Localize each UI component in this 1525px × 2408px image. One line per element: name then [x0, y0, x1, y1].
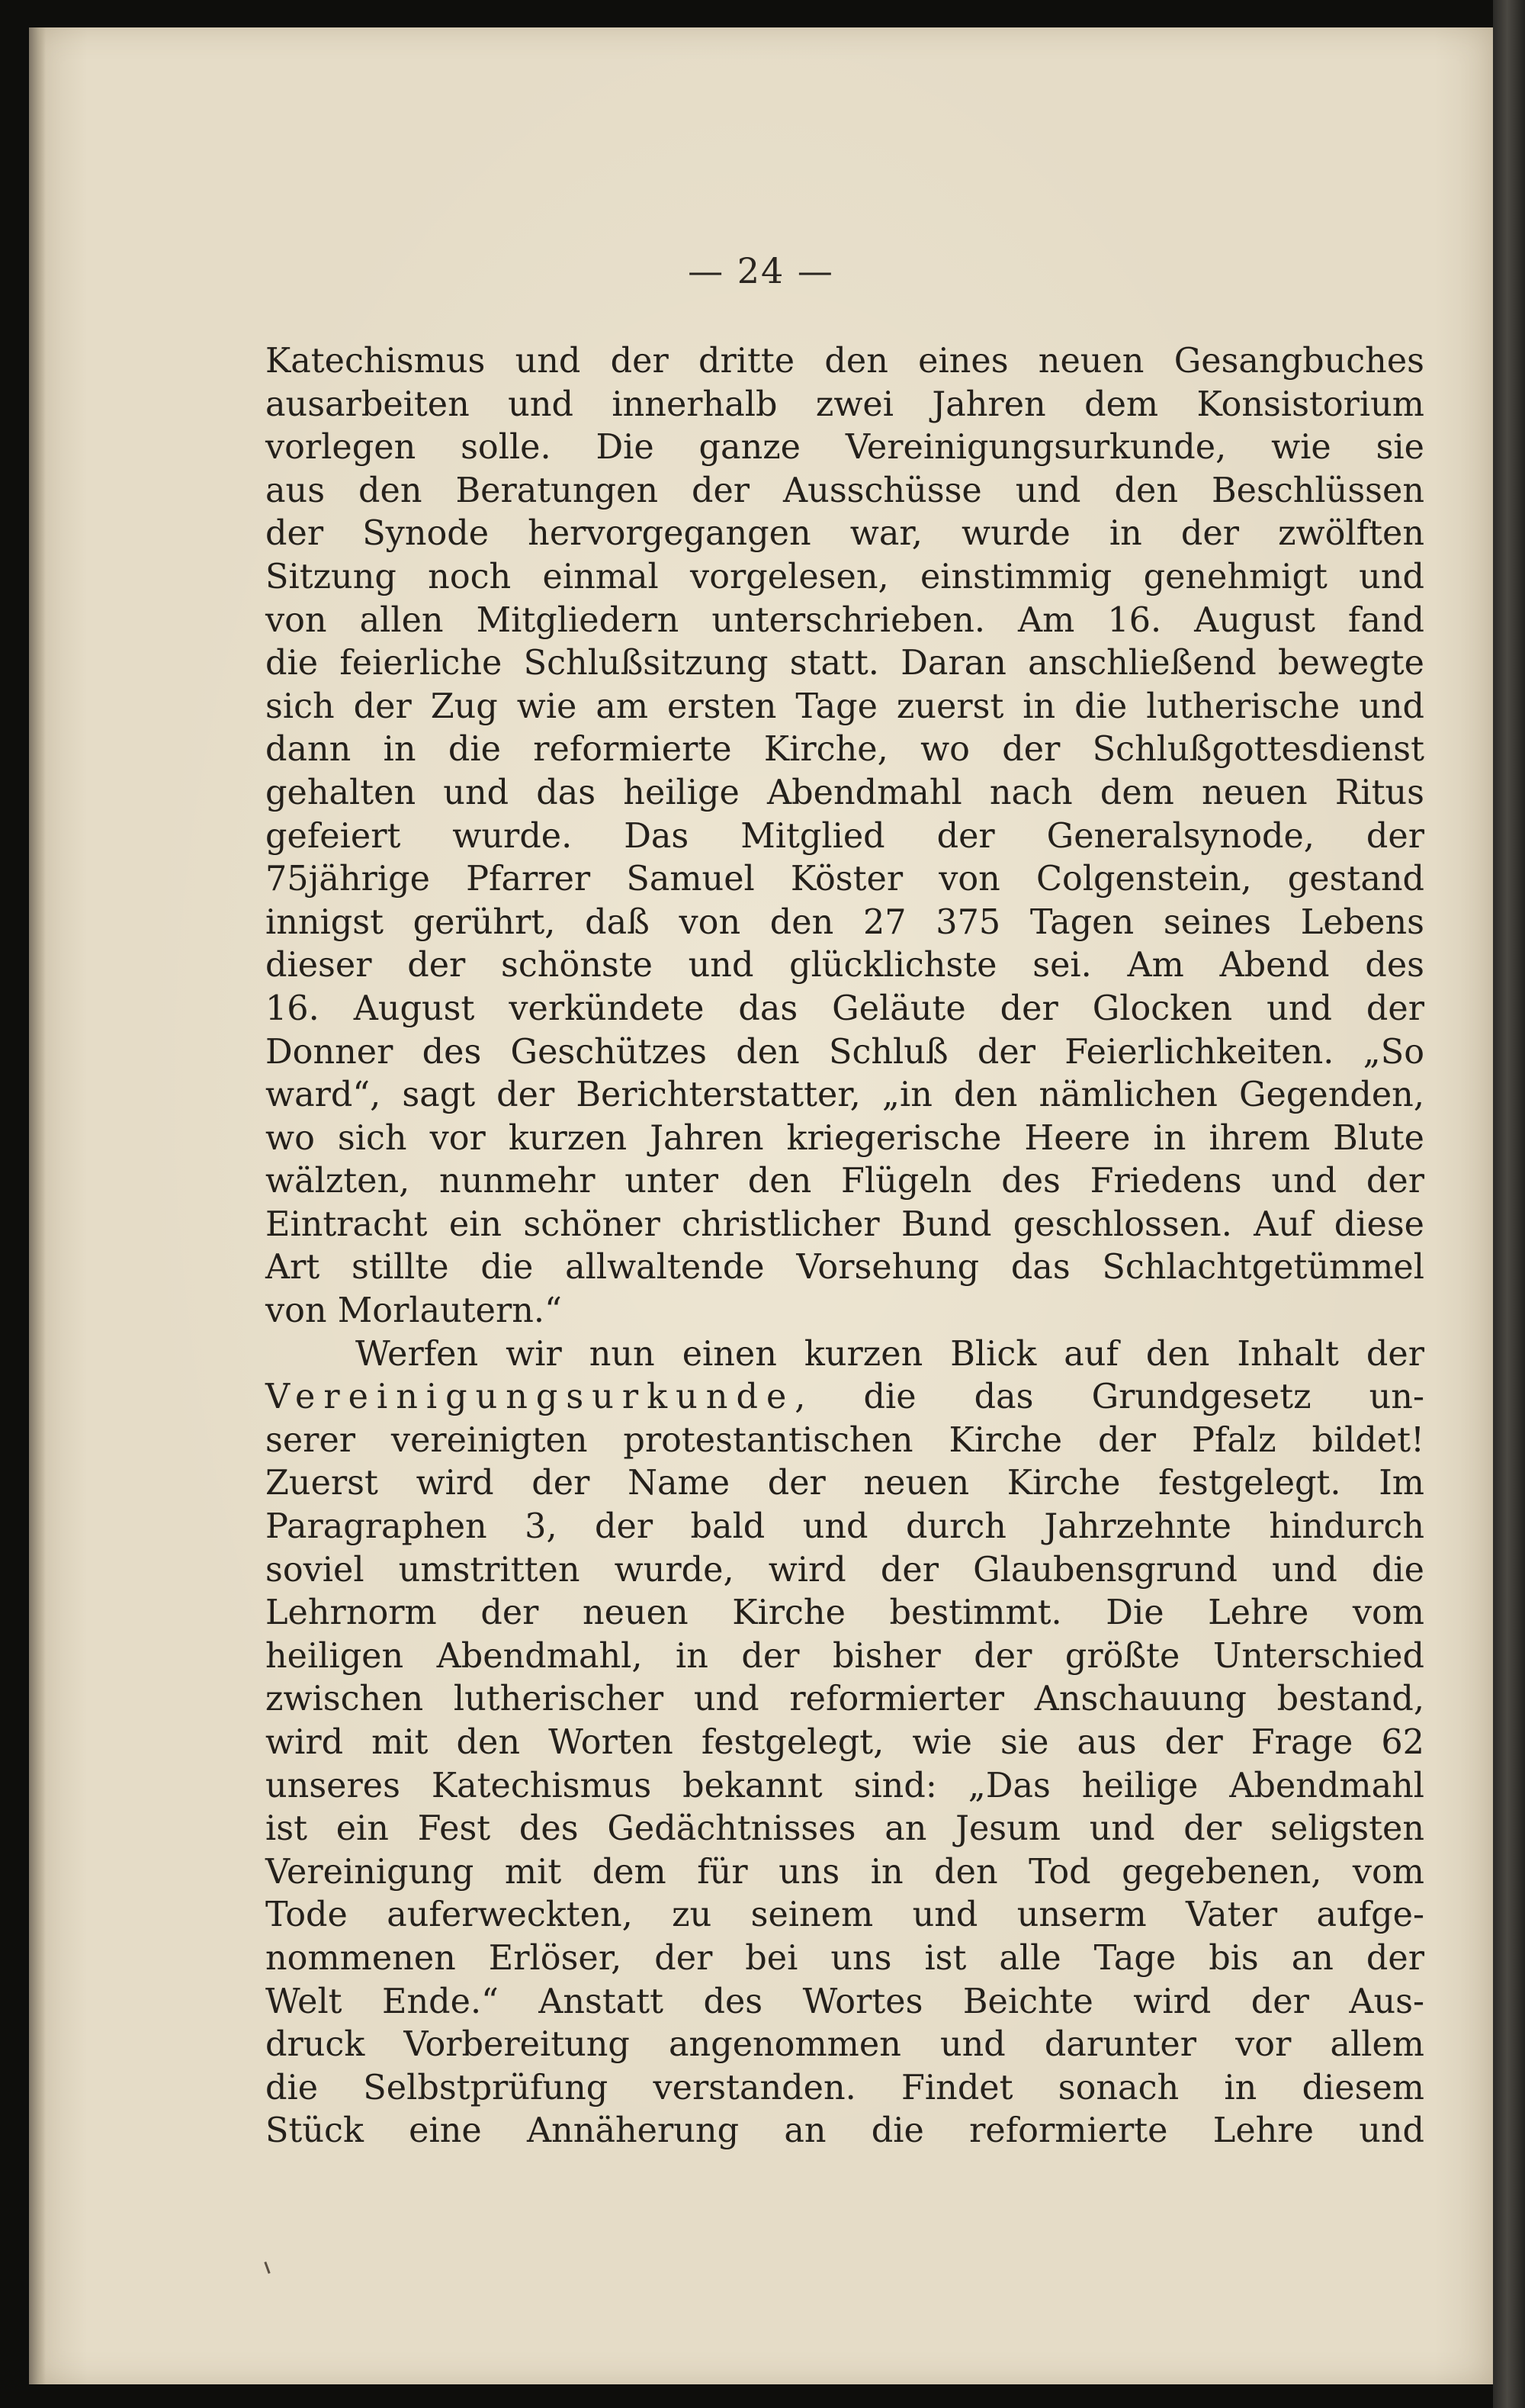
- text-line: dieser der schönste und glücklichste sei. Am Abend des: [265, 946, 1424, 985]
- text-line: von Morlautern.“: [265, 1291, 562, 1331]
- text-line: 16. August verkündete das Geläute der Glocken und der: [265, 989, 1424, 1028]
- text-line: Lehrnorm der neuen Kirche bestimmt. Die Lehre vom: [265, 1593, 1424, 1633]
- text-line: wälzten, nunmehr unter den Flügeln des Friedens und der: [265, 1162, 1424, 1201]
- text-line: Werfen wir nun einen kurzen Blick auf den Inhalt der: [355, 1334, 1424, 1374]
- text-line: Tode auferweckten, zu seinem und unserm Vater aufge-: [265, 1895, 1424, 1935]
- text-line: Eintracht ein schöner christlicher Bund geschlossen. Auf diese: [265, 1204, 1424, 1244]
- text-line: unseres Katechismus bekannt sind: „Das heilige Abendmahl: [265, 1766, 1424, 1805]
- text-line: zwischen lutherischer und reformierter Anschauung bestand,: [265, 1680, 1424, 1719]
- text-line: Art stillte die allwaltende Vorsehung das Schlachtgetümmel: [265, 1248, 1424, 1288]
- body-text: [265, 340, 1424, 2153]
- text-line: Stück eine Annäherung an die reformierte Lehre und: [265, 2111, 1424, 2151]
- text-line: Donner des Geschützes den Schluß der Feierlichkeiten. „So: [265, 1032, 1424, 1072]
- text-line: gehalten und das heilige Abendmahl nach dem neuen Ritus: [265, 773, 1424, 812]
- text-line: die feierliche Schlußsitzung statt. Daran anschließend bewegte: [265, 644, 1424, 683]
- text-line: Paragraphen 3, der bald und durch Jahrzehnte hindurch: [265, 1507, 1424, 1547]
- scan-background-edge: [1493, 0, 1525, 2408]
- text-line: Zuerst wird der Name der neuen Kirche festgelegt. Im: [265, 1464, 1424, 1503]
- text-line: ward“, sagt der Berichterstatter, „in den nämlichen Gegenden,: [265, 1075, 1424, 1115]
- text-line: wird mit den Worten festgelegt, wie sie aus der Frage 62: [265, 1723, 1424, 1762]
- text-line: Welt Ende.“ Anstatt des Wortes Beichte wird der Aus-: [265, 1982, 1424, 2021]
- text-line: der Synode hervorgegangen war, wurde in der zwölften: [265, 514, 1424, 554]
- text-line: gefeiert wurde. Das Mitglied der Generalsynode, der: [265, 816, 1424, 856]
- text-line: die Selbstprüfung verstanden. Findet sonach in diesem: [265, 2068, 1424, 2107]
- paragraph-2: [265, 1333, 1424, 2153]
- text-line: serer vereinigten protestantischen Kirche der Pfalz bildet!: [265, 1420, 1424, 1460]
- text-line: Sitzung noch einmal vorgelesen, einstimmig genehmigt und: [265, 557, 1424, 596]
- text-line: heiligen Abendmahl, in der bisher der größte Unterschied: [265, 1636, 1424, 1676]
- text-line: 75jährige Pfarrer Samuel Köster von Colgenstein, gestand: [265, 860, 1424, 899]
- text-line: Vereinigung mit dem für uns in den Tod gegebenen, vom: [265, 1852, 1424, 1892]
- text-line: ist ein Fest des Gedächtnisses an Jesum und der seligsten: [265, 1809, 1424, 1849]
- text-line: dann in die reformierte Kirche, wo der Schlußgottesdienst: [265, 730, 1424, 770]
- text-line: aus den Beratungen der Ausschüsse und den Beschlüssen: [265, 471, 1424, 510]
- book-page: [29, 27, 1493, 2384]
- text-line: vorlegen solle. Die ganze Vereinigungsurkunde, wie sie: [265, 428, 1424, 468]
- paper-speck: [264, 2262, 270, 2274]
- text-line: Vereinigungsurkunde, die das Grundgesetz un-: [265, 1378, 1424, 1417]
- text-line: sich der Zug wie am ersten Tage zuerst in die lutherische und: [265, 686, 1424, 726]
- paragraph-1: [265, 340, 1424, 1333]
- emphasized-word: Vereinigungsurkunde: [265, 1378, 795, 1417]
- text-line: innigst gerührt, daß von den 27 375 Tagen seines Lebens: [265, 902, 1424, 942]
- text-line: von allen Mitgliedern unterschrieben. Am 16. August fand: [265, 600, 1424, 640]
- text-line: wo sich vor kurzen Jahren kriegerische Heere in ihrem Blute: [265, 1118, 1424, 1158]
- text-line: druck Vorbereitung angenommen und darunter vor allem: [265, 2025, 1424, 2065]
- text-line: soviel umstritten wurde, wird der Glaubensgrund und die: [265, 1550, 1424, 1590]
- text-line: ausarbeiten und innerhalb zwei Jahren dem Konsistorium: [265, 384, 1424, 424]
- page-number: — 24 —: [688, 250, 834, 291]
- text-line: nommenen Erlöser, der bei uns ist alle Tage bis an der: [265, 1938, 1424, 1978]
- text-line: Katechismus und der dritte den eines neuen Gesangbuches: [265, 342, 1424, 381]
- page-gutter: [29, 27, 46, 2384]
